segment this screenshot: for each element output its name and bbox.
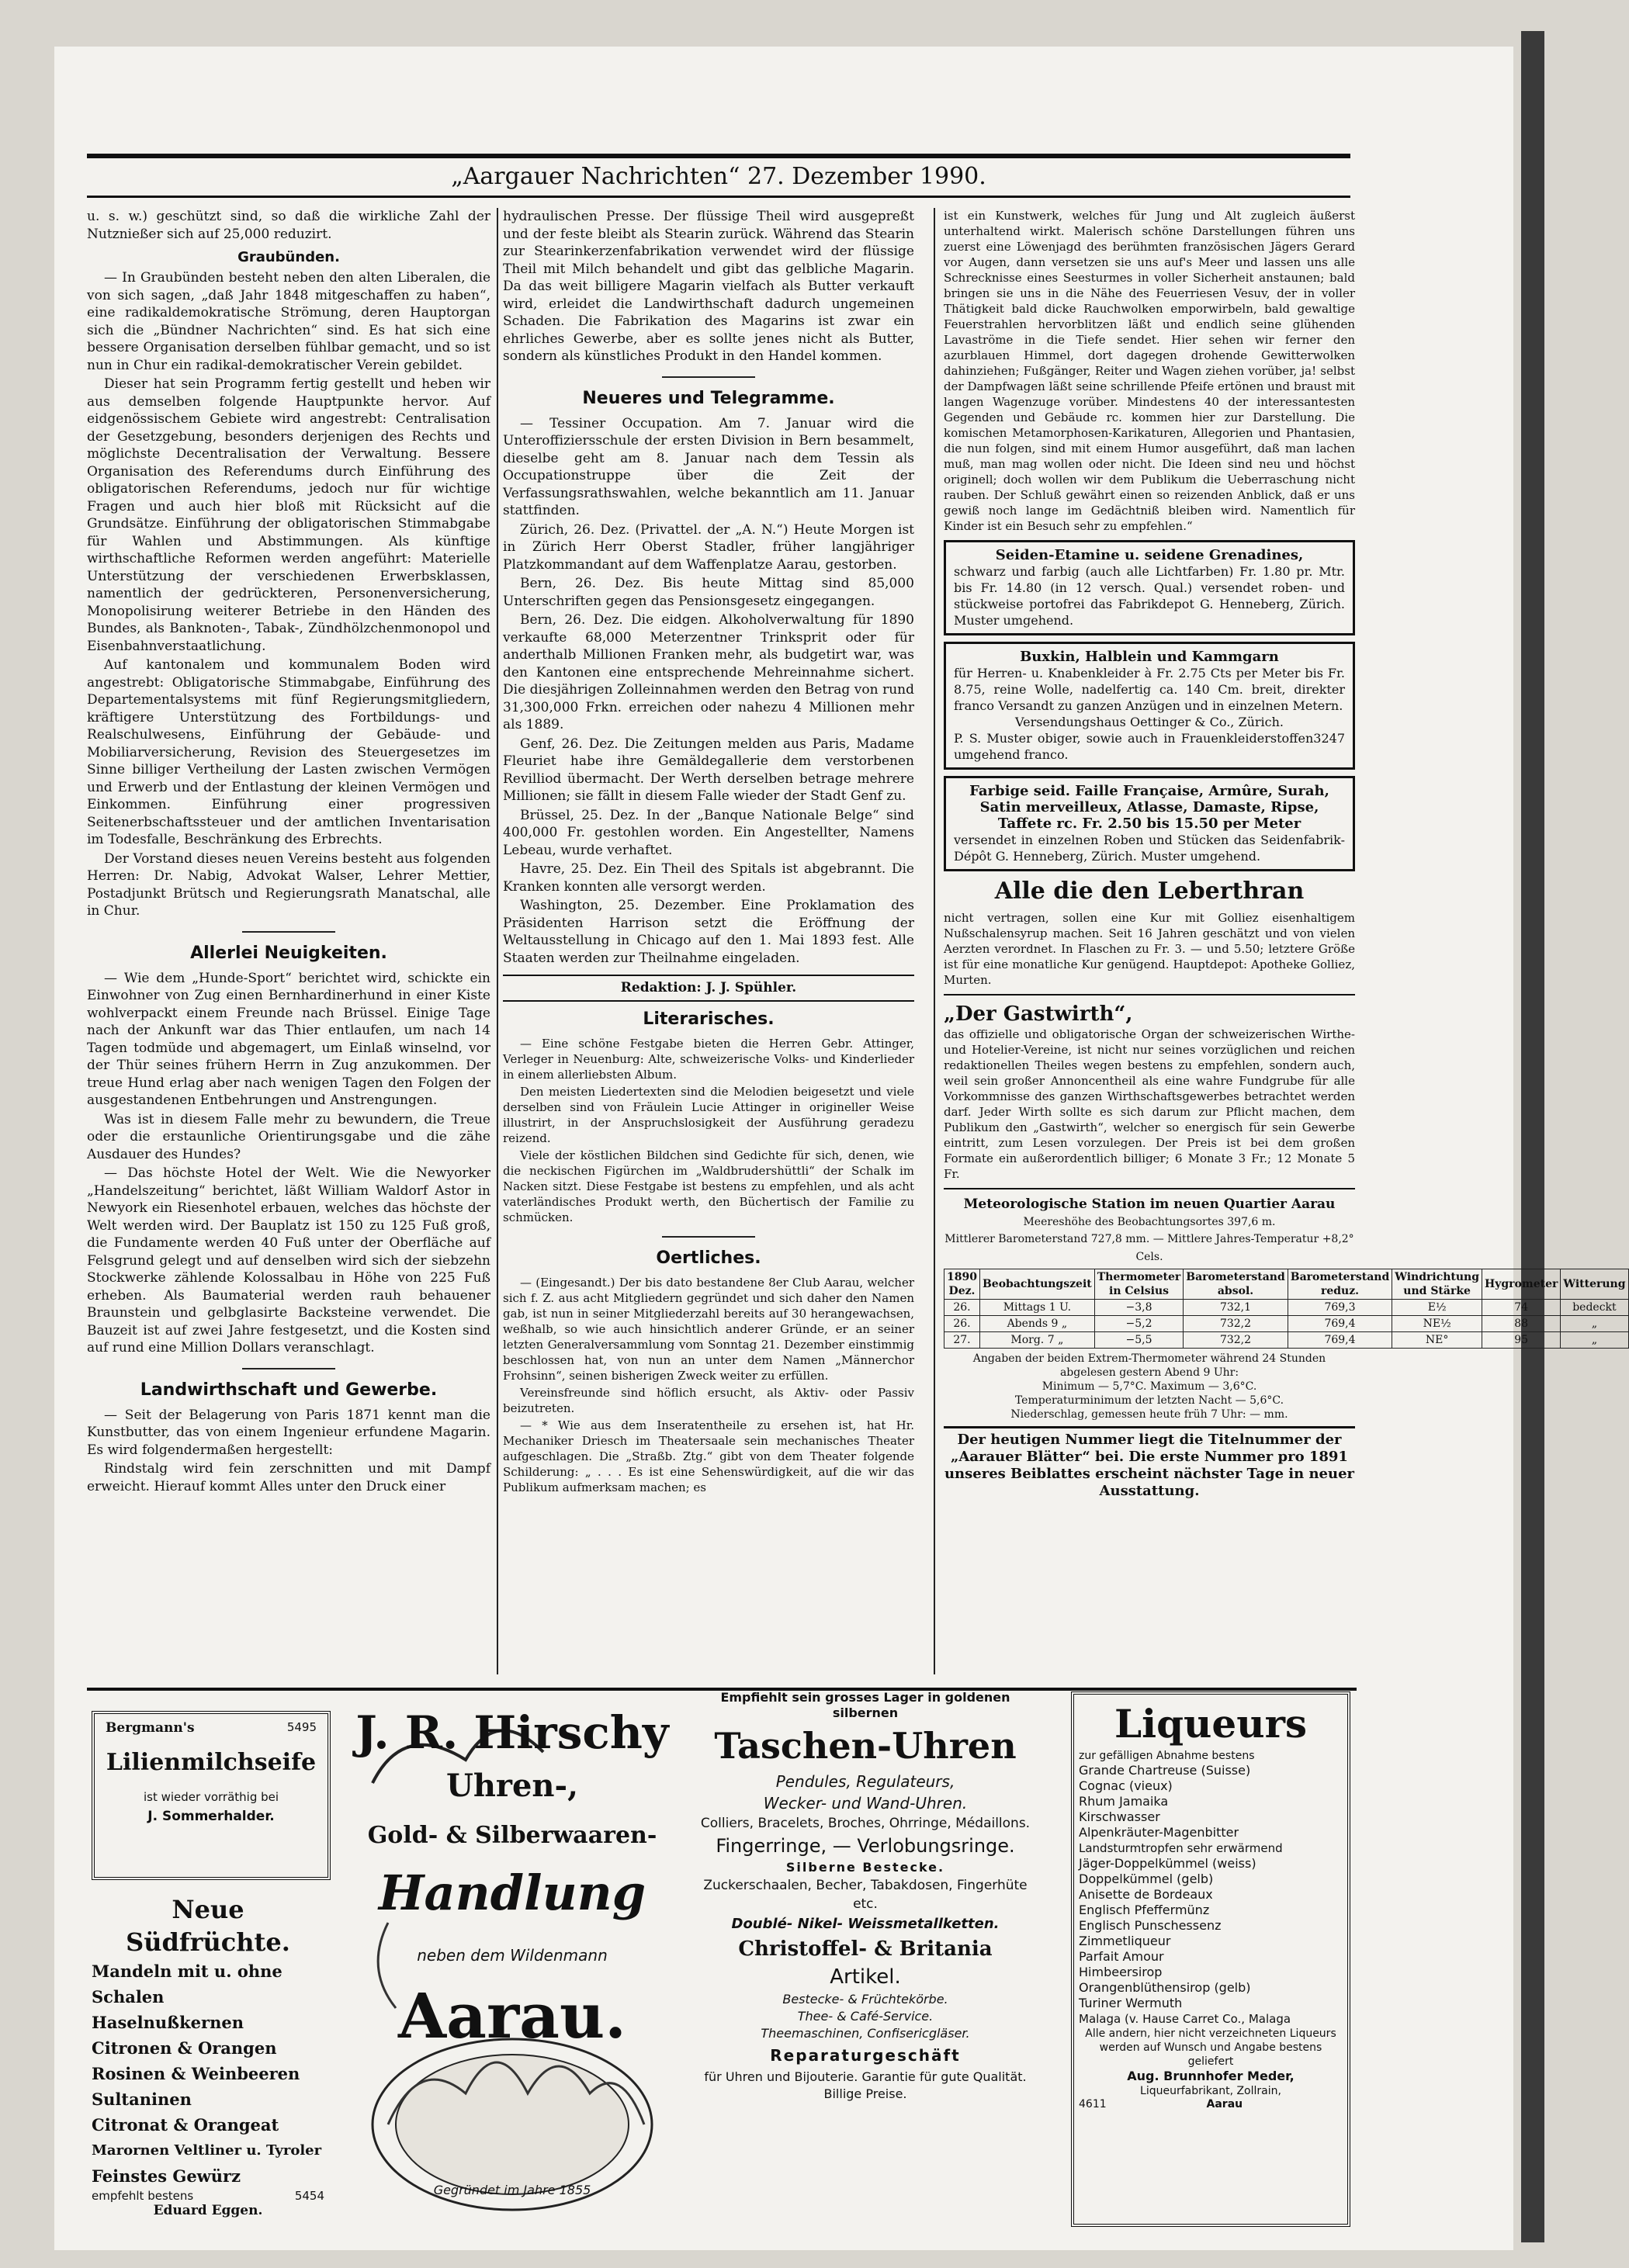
ad-heading: „Der Gastwirth“, (944, 1002, 1133, 1026)
paragraph: ist ein Kunstwerk, welches für Jung und Alt zugleich äußerst unterhaltend wirkt. Malerisch schöne Darstellungen führen uns zuerst eine Löwenjagd des berühmten französischen Jägers Gerard vor Augen, dann versetzen sie uns auf's Meer und lassen uns alle Schrecknisse eines Seesturmes in voller Sicherheit anstaunen; bald bringen sie uns in die Nähe des Feuerriesen Vesuv, der in voller Thätigkeit bald dicke Rauchwolken emporwirbeln, bald gewaltige Feuerstrahlen hervorblitzen läßt und endlich seine glühenden Lavaströme in die Tiefe sendet. Hier sehen wir ferner den azurblauen Himmel, dort dagegen drohende Gewitterwolken dahinziehen; Fußgänger, Reiter und Wagen ziehen vorüber, ja! selbst der Dampfwagen läßt seine schrillende Pfeife ertönen und braust mit langen Wagenzuge vorüber. Mindestens 40 der interessantesten Gegenden und Gebäude rc. kommen hier zur Darstellung. Die komischen Metamorphosen-Karikaturen, Allegorien und Phantasien, die nun folgen, sind mit einem Humor ausgeführt, daß man lachen muß, man mag wollen oder nicht. Die Ideen sind neu und höchst originell; doch wollen wir dem Publikum die Ueberraschung nicht rauben. Der Schluß gewährt einen so reizenden Anblick, daß er uns gewiß noch lange im Gedächtniß bleiben wird. Namentlich für Kinder ist ein Besuch sehr zu empfehlen.“ (944, 209, 1355, 533)
ad-text: für Herren- u. Knabenkleider à Fr. 2.75 Cts per Meter bis Fr. 8.75, reine Wolle, nadelfertig ca. 140 Cm. breit, direkter franco Versandt zu ganzen Anzügen und in einzelnen Metern. (954, 666, 1345, 713)
paragraph: Der Vorstand dieses neuen Vereins besteht aus folgenden Herren: Dr. Nabig, Advokat Walser, Lehrer Mettier, Postadjunkt Brütsch und Regierungsrath Manatschal, alle in Chur. (87, 850, 490, 919)
ad-text: für Uhren und Bijouterie. Garantie für gute Qualität. Billige Preise. (704, 2069, 1027, 2101)
cell: −5,2 (1094, 1316, 1184, 1332)
separator (242, 1368, 335, 1369)
paragraph: — Seit der Belagerung von Paris 1871 kennt man die Kunstbutter, das von einem Ingenieur erfundene Magarin. Es wird folgendermaßen hergestellt: (87, 1407, 490, 1458)
table-row (944, 1316, 1629, 1332)
list-item: Alpenkräuter-Magenbitter (1079, 1825, 1239, 1840)
met-col: Barometerstand reduz. (1288, 1269, 1392, 1300)
ad-text: schwarz und farbig (auch alle Lichtfarben) Fr. 1.80 pr. Mtr. bis Fr. 14.80 (in 12 versch. Qual.) versendet roben- und stückweise portofrei das Fabrikdepot G. Henneberg, Zürich. Muster umgehend. (954, 564, 1345, 628)
ad-text: Versendungshaus Oettinger & Co., Zürich. (1015, 715, 1284, 729)
ad-text: das offizielle und obligatorische Organ der schweizerischen Wirthe- und Hotelier-Vereine, ist nicht nur seines vorzüglichen und reichen redaktionellen Theiles wegen bestens zu empfehlen, sondern auch, weil sein großer Annoncentheil als eine wahre Fundgrube für alle Vorkommnisse des ganzen Wirthschaftsgewerbes betrachtet werden darf. Jeder Wirth sollte es sich darum zur Pflicht machen, dem Publikum den „Gastwirth“, welcher so energisch für sein Gewerbe eintritt, zum Lesen vorzulegen. Der Preis ist bei dem großen Formate ein außerordentlich billiger; 6 Monate 3 Fr.; 12 Monate 5 Fr. (944, 1027, 1355, 1181)
section-heading: Allerlei Neuigkeiten. (190, 943, 387, 963)
paragraph: Rindstalg wird fein zerschnitten und mit Dampf erweicht. Hierauf kommt Alles unter den Druck einer (87, 1461, 490, 1494)
paragraph: Bern, 26. Dez. Die eidgen. Alkoholverwaltung für 1890 verkaufte 68,000 Meterzentner Trinksprit oder für anderthalb Millionen Franken mehr, als budgetirt war, was den Kantonen eine entsprechende Mehreinnahme sichert. Die diesjährigen Zolleinnahmen werden den Betrag von rund 31,300,000 Frkn. erreichen oder nahezu 4 Millionen mehr als 1889. (503, 612, 914, 732)
ad-heading: Neue Südfrüchte. (126, 1895, 290, 1957)
list-item: Cognac (vieux) (1079, 1778, 1173, 1793)
cell: 769,4 (1288, 1332, 1392, 1349)
met-sub: Meereshöhe des Beobachtungsortes 397,6 m. (1023, 1215, 1276, 1228)
ad-text: neben dem Wildenmann (417, 1946, 608, 1965)
met-sub: Mittlerer Barometerstand 727,8 mm. — Mittlere Jahres-Temperatur +8,2° Cels. (944, 1233, 1354, 1263)
ad-suedfruechte (92, 1893, 324, 2219)
notice: Der heutigen Nummer liegt die Titelnummer der „Aarauer Blätter“ bei. Die erste Nummer pro 1891 unseres Beiblattes erscheint nächster Tage in neuer Ausstattung. (944, 1426, 1355, 1500)
met-footer: Angaben der beiden Extrem-Thermometer während 24 Stunden abgelesen gestern Abend 9 Uhr: (972, 1352, 1326, 1379)
paragraph: — Tessiner Occupation. Am 7. Januar wird die Unteroffiziersschule der ersten Division in Bern besammelt, dieselbe geht am 8. Januar nach dem Tessin als Occupationstruppe über die Zeit der Verfassungsrathswahlen, welche bekanntlich am 11. Januar stattfinden. (503, 415, 914, 518)
list-item: Grande Chartreuse (Suisse) (1079, 1763, 1251, 1778)
ad-text: Uhren-, (445, 1768, 579, 1804)
ad-number: 5454 (294, 2189, 324, 2203)
list-item: Doppelkümmel (gelb) (1079, 1872, 1214, 1886)
list-item: Kirschwasser (1079, 1809, 1160, 1824)
page-edge (1521, 31, 1544, 2242)
ad-text: Gold- & Silberwaaren- (367, 1822, 657, 1849)
paragraph: — (Eingesandt.) Der bis dato bestandene 8er Club Aarau, welcher sich f. Z. aus acht Mitgliedern gegründet und sich daher den Namen gab, ist nun in seiner Mitgliederzahl bereits auf 30 herangewachsen, weßhalb, so wie auch hinsichtlich anderer Gründe, er an seiner letzten Generalversammlung vom Sonntag 21. Dezember einstimmig beschlossen hat, von nun an unter dem Namen „Männerchor Frohsinn“, seinen bisherigen Zweck weiter zu erfüllen. (503, 1275, 914, 1383)
ad-number: 3247 (1313, 731, 1345, 746)
list-item: Parfait Amour (1079, 1949, 1164, 1964)
cell: 769,3 (1288, 1300, 1392, 1316)
met-footer: Minimum — 5,7°C. Maximum — 3,6°C. (1042, 1380, 1257, 1393)
ad-text: Pendules, Regulateurs, (775, 1772, 955, 1791)
editor-line: Redaktion: J. J. Spühler. (503, 975, 914, 1002)
ad-text: Artikel. (830, 1965, 901, 1989)
ad-text: Liqueurfabrikant, Zollrain, (1140, 2085, 1281, 2097)
ad-text: zur gefälligen Abnahme bestens (1079, 1750, 1255, 1762)
list-item: Sultaninen (92, 2090, 192, 2109)
met-col: 1890 Dez. (944, 1269, 980, 1300)
ad-text: Handlung (378, 1865, 646, 1921)
ad-text: Colliers, Bracelets, Broches, Ohrringe, Médaillons. (700, 1816, 1031, 1831)
list-item: Marornen Veltliner u. Tyroler (92, 2142, 322, 2159)
cell: −3,8 (1094, 1300, 1184, 1316)
paragraph: Viele der köstlichen Bildchen sind Gedichte für sich, denen, wie die neckischen Figürchen im „Waldbrudershüttli“ der Schalk im Nacken sitzt. Diese Festgabe ist bestens zu empfehlen, und als acht vaterländisches Produkt werth, den Büchertisch der Familie zu schmücken. (503, 1148, 914, 1224)
paragraph: Bern, 26. Dez. Bis heute Mittag sind 85,000 Unterschriften gegen das Pensionsgesetz eingegangen. (503, 576, 914, 609)
paragraph: Brüssel, 25. Dez. In der „Banque Nationale Belge“ sind 400,000 Fr. gestohlen worden. Ein Angestellter, Namens Lebeau, wurde verhaftet. (503, 807, 914, 858)
ad-liqueurs (1071, 1691, 1350, 2227)
list-item: Malaga (v. Hause Carret Co., Malaga (1079, 2012, 1291, 2026)
cell: 88 (1482, 1316, 1561, 1332)
column-rule (497, 208, 498, 1674)
met-header-row (944, 1269, 1629, 1300)
section-heading: Oertliches. (656, 1248, 761, 1268)
cell: 95 (1482, 1332, 1561, 1349)
paragraph: Auf kantonalem und kommunalem Boden wird angestrebt: Obligatorische Stimmabgabe, Einführung des Departementalsystems mit fünf Regierungsmitgliedern, kräftigere Unterstützung des Fortbildungs- und Realschulwesens, Einführung der Gebäude- und Mobiliarversicherung, Revision des Steuergesetzes im Sinne billiger Vertheilung der Lasten zwischen Vermögen und Erwerb und der Entlastung der kleinen Vermögen und Einkommen. Einführung einer progressiven Seitenerbschaftssteuer und der amtlichen Inventarisation im Todesfalle, Beschränkung des Erbrechts. (87, 657, 490, 847)
ad-text: Christoffel- & Britania (738, 1937, 993, 1961)
paragraph: — In Graubünden besteht neben den alten Liberalen, die von sich sagen, „daß Jahr 1848 mitgeschaffen zu haben“, eine radikaldemokratische Strömung, deren Hauptorgan sich die „Bündner Nachrichten“ sind. Es hat sich eine bessere Organisation derselben fühlbar gemacht, und so ist nun in Chur ein radikal-demokratischer Verein gebildet. (87, 270, 490, 373)
section-heading: Landwirthschaft und Gewerbe. (140, 1380, 438, 1400)
ad-text: J. Sommerhalder. (147, 1809, 275, 1824)
list-item: Citronat & Orangeat (92, 2115, 279, 2135)
met-table (944, 1269, 1629, 1349)
ad-text: Doublé- Nikel- Weissmetallketten. (731, 1916, 1000, 1932)
ad-heading: Taschen-Uhren (714, 1725, 1017, 1767)
ad-seide (944, 540, 1355, 635)
met-footer: Niederschlag, gemessen heute früh 7 Uhr: — mm. (1010, 1408, 1288, 1421)
cell: Mittags 1 U. (979, 1300, 1094, 1316)
met-col: Hygrometer (1482, 1269, 1561, 1300)
list-item: Haselnußkernen (92, 2013, 244, 2032)
cell: 26. (944, 1300, 980, 1316)
paragraph: Dieser hat sein Programm fertig gestellt und heben wir aus demselben folgende Hauptpunkte hervor. Auf eidgenössischem Gebiete wird angestrebt: Centralisation der Gesetzgebung, besonders derjenigen des Rechts und möglichste Decentralisation der Verwaltung. Bessere Organisation des Referendums durch Einführung des obligatorischen Referendums, jedoch nur für wichtige Fragen und auch hier bloß mit Rücksicht auf die Grundsätze. Einführung der obligatorischen Stimmabgabe für Wahlen und Abstimmungen. Als künftige wirthschaftliche Reformen werden angeführt: Materielle Unterstützung der verschiedenen Erwerbsklassen, namentlich der gedrückteren, Personenversicherung, Monopolisirung weiterer Betriebe in den Händen des Bundes, als Banknoten-, Tabak-, Zündhölzchenmonopol und Eisenbahnverstaatlichung. (87, 376, 490, 654)
list-item: Jäger-Doppelkümmel (weiss) (1079, 1856, 1256, 1871)
separator (662, 1236, 755, 1238)
ad-number: 4611 (1079, 2098, 1107, 2110)
cell: E½ (1392, 1300, 1482, 1316)
table-row (944, 1332, 1629, 1349)
cell: 732,1 (1184, 1300, 1288, 1316)
ad-heading: Liqueurs (1114, 1701, 1308, 1747)
ad-heading: Alle die den Leberthran (994, 878, 1305, 905)
list-item: Rosinen & Weinbeeren (92, 2064, 300, 2083)
section-heading: Neueres und Telegramme. (582, 388, 835, 408)
met-col: Windrichtung und Stärke (1392, 1269, 1482, 1300)
section-heading: Literarisches. (643, 1009, 775, 1029)
cell: 769,4 (1288, 1316, 1392, 1332)
cell: bedeckt (1561, 1300, 1628, 1316)
met-heading: Meteorologische Station im neuen Quartier Aarau (963, 1196, 1336, 1212)
separator (662, 376, 755, 378)
cell: −5,5 (1094, 1332, 1184, 1349)
ad-heading: Farbige seid. Faille Française, Armûre, Surah, Satin merveilleux, Atlasse, Damaste, Ripse, Taffete rc. Fr. 2.50 bis 15.50 per Meter (969, 783, 1329, 832)
ad-heading: Seiden-Etamine u. seidene Grenadines, (995, 547, 1304, 563)
cell: NE½ (1392, 1316, 1482, 1332)
column-rule (934, 208, 935, 1674)
paragraph: hydraulischen Presse. Der flüssige Theil wird ausgepreßt und der feste bleibt als Stearin zurück. Während das Stearin zur Stearinkerzenfabrikation verwendet wird der flüssige Theil mit Milch behandelt und gibt das gelbliche Magarin. Da das weit billigere Magarin vielfach als Butter verkauft wird, erleidet die Landwirthschaft dadurch ungemeinen Schaden. Die Fabrikation des Magarins ist zwar ein ehrliches Gewerbe, aber es sollte jenes nicht als Butter, sondern als künstliches Produkt in den Handel kommen. (503, 209, 914, 364)
ad-text: Reparaturgeschäft (770, 2046, 961, 2065)
ad-text: nicht vertragen, sollen eine Kur mit Golliez eisenhaltigem Nußschalensyrup machen. Seit 16 Jahren geschätzt und von vielen Aerzten verordnet. In Flaschen zu Fr. 3. — und 5.50; letztere Größe ist für eine monatliche Kur genügend. Hauptdepot: Apotheke Golliez, Murten. (944, 911, 1355, 987)
ad-heading: J. R. Hirschy (355, 1706, 669, 1759)
paragraph: u. s. w.) geschützt sind, so daß die wirkliche Zahl der Nutznießer sich auf 25,000 reduzirt. (87, 209, 490, 242)
paragraph: Genf, 26. Dez. Die Zeitungen melden aus Paris, Madame Fleuriet habe ihre Gemäldegallerie dem verstorbenen Revilliod übermacht. Der Werth derselben betrage mehrere Millionen; sie fällt in diesem Falle wieder der Stadt Genf zu. (503, 736, 914, 804)
list-item: Rhum Jamaika (1079, 1794, 1169, 1809)
ad-text: Aarau (1206, 2098, 1243, 2110)
ad-buxkin (944, 642, 1355, 770)
met-footer: Temperaturminimum der letzten Nacht — 5,6°C. (1014, 1394, 1284, 1407)
ad-text: Bestecke- & Früchtekörbe. (782, 1992, 948, 2007)
ad-text: Zuckerschaalen, Becher, Tabakdosen, Fingerhüte etc. (703, 1878, 1028, 1912)
paragraph: Den meisten Liedertexten sind die Melodien beigesetzt und viele derselben sind von Fräulein Lucie Attinger in origineller Weise illustrirt, in der Anspruchslosigkeit der Ausführung geradezu reizend. (503, 1084, 914, 1145)
ad-text: P. S. Muster obiger, sowie auch in Frauenkleiderstoffen umgehend franco. (954, 731, 1314, 762)
list-item: Englisch Punschessenz (1079, 1918, 1222, 1933)
cell: 27. (944, 1332, 980, 1349)
ad-text: Aarau. (398, 1979, 626, 2052)
ad-text: Gegründet im Jahre 1855 (433, 2183, 591, 2197)
ad-heading: Buxkin, Halblein und Kammgarn (1020, 649, 1279, 665)
ad-text: Aug. Brunnhofer Meder, (1127, 2069, 1295, 2083)
paragraph: — Das höchste Hotel der Welt. Wie die Newyorker „Handelszeitung“ berichtet, läßt William Waldorf Astor in Newyork ein Riesenhotel erbauen, welches das höchste der Welt werden wird. Der Bauplatz ist 150 zu 125 Fuß groß, die Fundamente werden 40 Fuß unter der Oberfläche auf Felsgrund gelegt und auf denselben wird sich der siebzehn Stockwerke zählende Kolossalbau in Höhe von 225 Fuß erheben. Als Baumaterial werden rauh behauener Braunstein und gelbglasirte Backsteine verwendet. Die Bauzeit ist auf zwei Jahre festgesetzt, und die Kosten sind auf rund eine Million Dollars veranschlagt. (87, 1165, 490, 1356)
paragraph: — * Wie aus dem Inseratentheile zu ersehen ist, hat Hr. Mechaniker Driesch im Theatersaale sein mechanisches Theater aufgeschlagen. Die „Straßb. Ztg.“ gibt von dem Theater folgende Schilderung: „ . . . Es ist eine Sehenswürdigkeit, auf die wir das Publikum aufmerksam machen; es (503, 1418, 914, 1494)
list-item: Himbeersirop (1079, 1965, 1163, 1979)
paragraph: Vereinsfreunde sind höflich ersucht, als Aktiv- oder Passiv beizutreten. (503, 1385, 914, 1415)
ad-text: empfehlt bestens (92, 2189, 194, 2203)
ad-text: Eduard Eggen. (153, 2203, 263, 2218)
list-item: Mandeln mit u. ohne Schalen (92, 1962, 282, 2007)
cell: „ (1561, 1316, 1628, 1332)
cell: 732,2 (1184, 1332, 1288, 1349)
cell: 26. (944, 1316, 980, 1332)
cell: „ (1561, 1332, 1628, 1349)
ad-text: versendet in einzelnen Roben und Stücken das Seidenfabrik-Dépôt G. Henneberg, Zürich. Muster umgehend. (954, 833, 1345, 864)
table-row (944, 1300, 1629, 1316)
cell: Morg. 7 „ (979, 1332, 1094, 1349)
column-1 (87, 208, 490, 1671)
ad-text: Alle andern, hier nicht verzeichneten Liqueurs werden auf Wunsch und Angabe bestens geliefert (1085, 2027, 1336, 2068)
page-header (87, 154, 1350, 198)
ad-text: Theemaschinen, Confisericgläser. (761, 2026, 970, 2041)
paragraph: — Eine schöne Festgabe bieten die Herren Gebr. Attinger, Verleger in Neuenburg: Alte, schweizerische Volks- und Kinderlieder in einem allerliebsten Album. (503, 1036, 914, 1082)
ad-text: Fingerringe, — Verlobungsringe. (716, 1835, 1015, 1857)
met-col: Witterung (1561, 1269, 1628, 1300)
column-3 (944, 208, 1626, 1671)
ad-hirschy (341, 1690, 683, 2225)
list-item: Turiner Wermuth (1079, 1996, 1183, 2010)
ad-seife (92, 1711, 331, 1880)
ad-text: Empfiehlt sein grosses Lager in goldenen silbernen (720, 1690, 1010, 1720)
cell: Abends 9 „ (979, 1316, 1094, 1332)
ad-faille (944, 776, 1355, 871)
ad-text: ist wieder vorräthig bei (143, 1790, 279, 1804)
list-item: Landsturmtropfen sehr erwärmend (1079, 1841, 1283, 1855)
cell: 732,2 (1184, 1316, 1288, 1332)
paragraph: Was ist in diesem Falle mehr zu bewundern, die Treue oder die erstaunliche Orientirungsgabe und die zähe Ausdauer des Hundes? (87, 1111, 490, 1162)
ad-heading: Lilienmilchseife (106, 1749, 317, 1776)
list-item: Englisch Pfeffermünz (1079, 1903, 1210, 1917)
cell: NE° (1392, 1332, 1482, 1349)
list-item: Citronen & Orangen (92, 2038, 277, 2058)
list-item: Zimmetliqueur (1079, 1934, 1171, 1948)
header-title: „Aargauer Nachrichten“ 27. Dezember 1990. (451, 163, 986, 190)
separator (242, 931, 335, 933)
paragraph: Zürich, 26. Dez. (Privattel. der „A. N.“) Heute Morgen ist in Zürich Herr Oberst Stadler, früher langjähriger Platzkommandant auf dem Waffenplatze Aarau, gestorben. (503, 521, 914, 573)
list-item: Feinstes Gewürz (92, 2166, 241, 2186)
ad-text: Silberne Bestecke. (785, 1860, 945, 1875)
met-col: Beobachtungszeit (979, 1269, 1094, 1300)
ad-text: Wecker- und Wand-Uhren. (763, 1794, 968, 1813)
paragraph: — Wie dem „Hunde-Sport“ berichtet wird, schickte ein Einwohner von Zug einen Bernhardinerhund in einer Kiste wohlverpackt einem Freunde nach Brüssel. Einige Tage nach der Ankunft war das Thier entlaufen, um nach 14 Tagen todmüde und abgemagert, um Einlaß winselnd, vor der Thür seines frühern Herrn in Zug anzukommen. Der treue Hund erlag aber nach wenigen Tagen den Folgen der ausgestandenen Entbehrungen und Anstrengungen. (87, 970, 490, 1108)
list-item: Orangenblüthensirop (gelb) (1079, 1980, 1251, 1995)
list-item: Anisette de Bordeaux (1079, 1887, 1213, 1902)
paragraph: Havre, 25. Dez. Ein Theil des Spitals ist abgebrannt. Die Kranken konnten alle versorgt werden. (503, 861, 914, 895)
section-heading: Graubünden. (237, 249, 340, 265)
ad-text: Bergmann's (106, 1720, 195, 1736)
ad-taschenuhren (691, 1690, 1040, 2225)
met-col: Thermometer in Celsius (1094, 1269, 1184, 1300)
column-2 (503, 208, 914, 1671)
paragraph: Washington, 25. Dezember. Eine Proklamation des Präsidenten Harrison setzt die Eröffnung der Weltausstellung in Chicago auf den 1. Mai 1893 fest. Alle Staaten werden zur Theilnahme eingeladen. (503, 898, 914, 966)
cell: 74 (1482, 1300, 1561, 1316)
ad-text: Thee- & Café-Service. (797, 2009, 934, 2024)
ad-number: 5495 (286, 1720, 317, 1734)
met-col: Barometerstand absol. (1184, 1269, 1288, 1300)
